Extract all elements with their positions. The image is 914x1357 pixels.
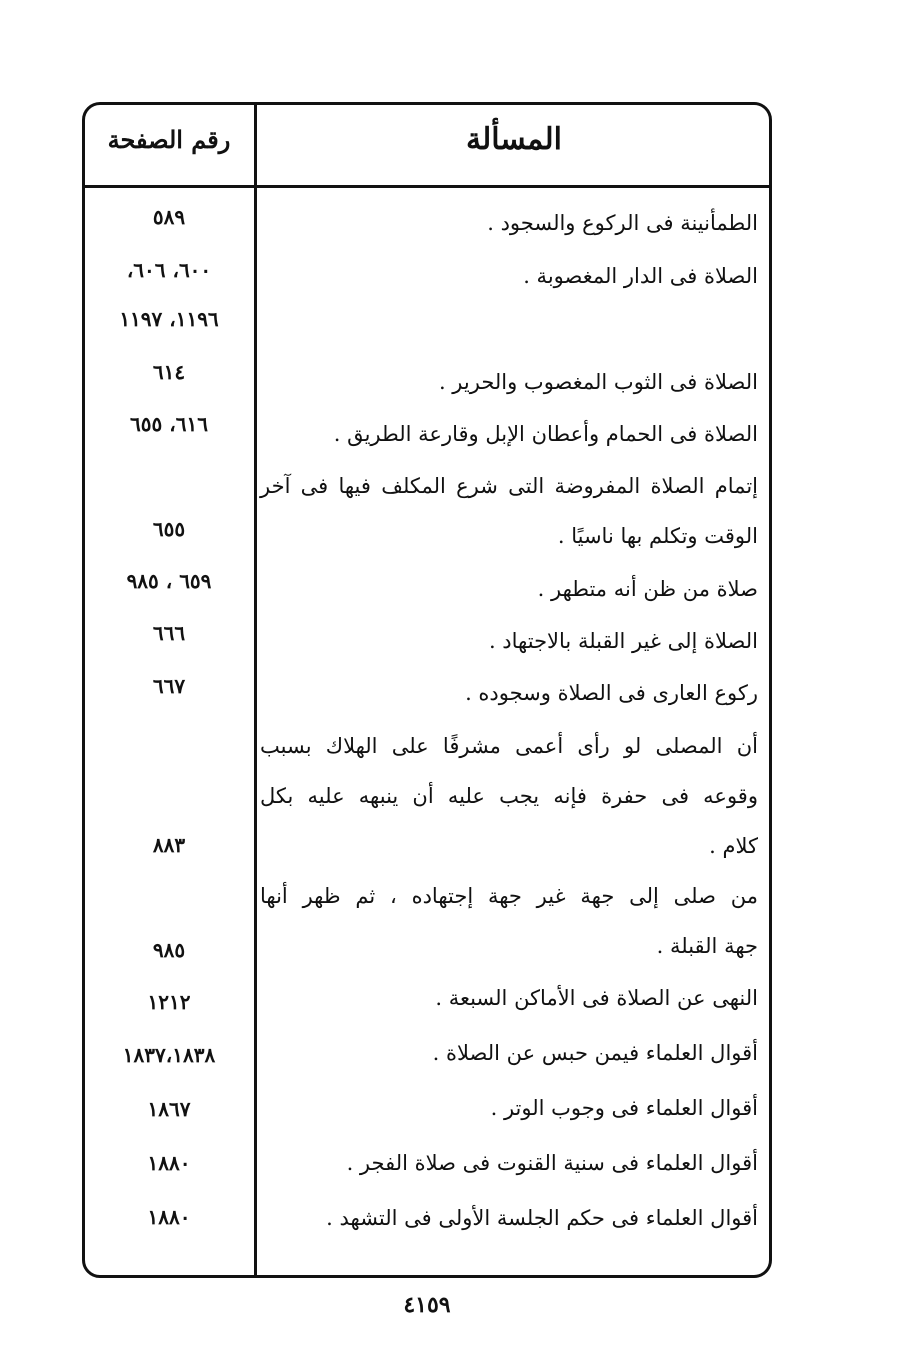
page-ref: ٦٥٩ ، ٩٨٥ — [126, 569, 212, 593]
page-ref: ٦٠٠، ٦٠٦، — [126, 258, 212, 282]
issue-line: أقوال العلماء فى حكم الجلسة الأولى فى التشهد . — [326, 1206, 758, 1230]
page-ref: ٥٨٩ — [152, 205, 186, 229]
page-ref: ٦٥٥ — [152, 517, 186, 541]
column-divider — [254, 102, 257, 1278]
page-ref: ٨٨٣ — [152, 833, 186, 857]
issue-line: الوقت وتكلم بها ناسيًا . — [557, 524, 758, 548]
issue-line: ركوع العارى فى الصلاة وسجوده . — [465, 681, 758, 705]
issue-line: من صلى إلى جهة غير جهة إجتهاده ، ثم ظهر أنها — [260, 884, 758, 908]
issue-line: النهى عن الصلاة فى الأماكن السبعة . — [435, 986, 758, 1010]
page-ref: ١٨٣٧،١٨٣٨ — [122, 1043, 216, 1067]
issue-line: كلام . — [709, 834, 758, 858]
issue-line: صلاة من ظن أنه متطهر . — [537, 577, 758, 601]
issue-line: أقوال العلماء فى سنية القنوت فى صلاة الفجر . — [346, 1151, 758, 1175]
page-ref: ٦١٦، ٦٥٥ — [130, 412, 208, 436]
issue-line: الصلاة إلى غير القبلة بالاجتهاد . — [488, 629, 758, 653]
page-ref: ٦٦٦ — [152, 621, 186, 645]
page-ref: ٦٦٧ — [152, 674, 186, 698]
page-ref: ١١٩٦، ١١٩٧ — [119, 307, 219, 331]
issue-line: الصلاة فى الثوب المغصوب والحرير . — [438, 370, 758, 394]
issue-line: الصلاة فى الدار المغصوبة . — [523, 264, 758, 288]
issue-line: أقوال العلماء فيمن حبس عن الصلاة . — [432, 1041, 758, 1065]
issue-line: أن المصلى لو رأى أعمى مشرفًا على الهلاك بسبب — [260, 734, 758, 758]
header-divider — [82, 185, 772, 188]
issue-line: الطمأنينة فى الركوع والسجود . — [487, 211, 758, 235]
issue-line: جهة القبلة . — [656, 934, 758, 958]
page-ref: ١٨٨٠ — [147, 1151, 191, 1175]
issue-line: أقوال العلماء فى وجوب الوتر . — [490, 1096, 758, 1120]
page-ref: ٦١٤ — [152, 360, 186, 384]
issue-line: وقوعه فى حفرة فإنه يجب عليه أن ينبهه عليه بكل — [260, 784, 758, 808]
page-ref: ١٢١٢ — [147, 990, 191, 1014]
page-number-column-header: رقم الصفحة — [107, 125, 231, 154]
issue-line: إتمام الصلاة المفروضة التى شرع المكلف فيها فى آخر — [260, 474, 758, 498]
issue-column-header: المسألة — [466, 122, 562, 157]
page-number: ٤١٥٩ — [403, 1292, 451, 1318]
page-ref: ١٨٨٠ — [147, 1205, 191, 1229]
issue-line: الصلاة فى الحمام وأعطان الإبل وقارعة الطريق . — [333, 422, 758, 446]
page-ref: ١٨٦٧ — [147, 1097, 191, 1121]
page-ref: ٩٨٥ — [152, 938, 186, 962]
